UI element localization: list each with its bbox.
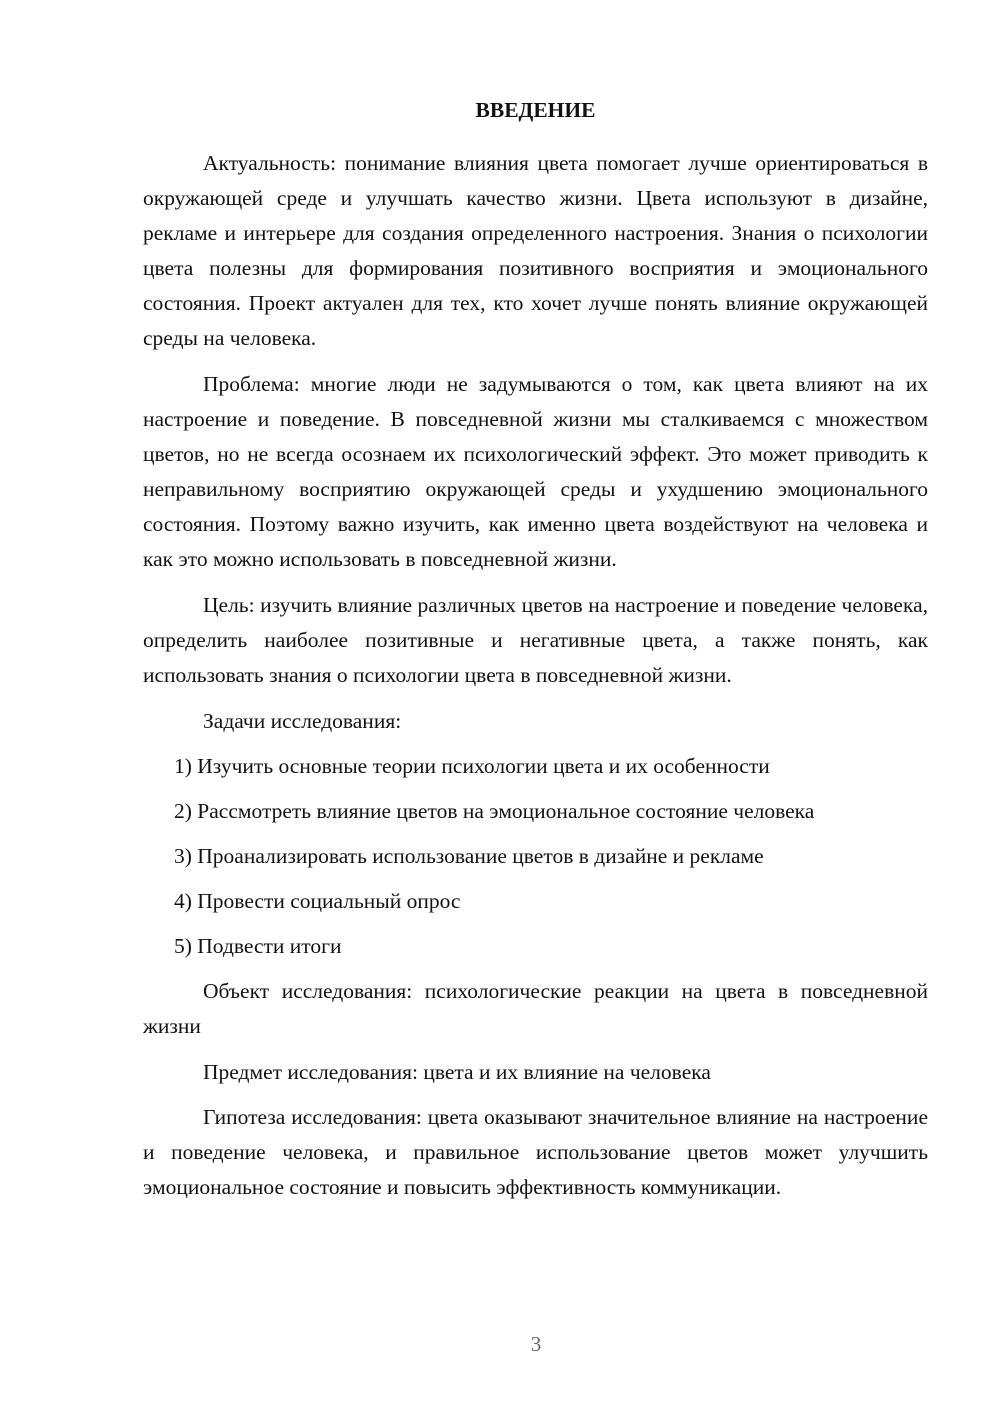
hypothesis-paragraph: Гипотеза исследования: цвета оказывают значительное влияние на настроение и поведение человека, и правильное использование цветов может улучшить эмоциональное состояние и повысить эффективность коммуникации.	[143, 1105, 928, 1199]
relevance-paragraph: Актуальность: понимание влияния цвета помогает лучше ориентироваться в окружающей среде и улучшать качество жизни. Цвета используют в дизайне, рекламе и интерьере для создания определенного настроения. Знания о психологии цвета полезны для формирования позитивного восприятия и эмоционального состояния. Проект актуален для тех, кто хочет лучше понять влияние окружающей среды на человека.	[143, 151, 928, 350]
task-item: 5) Подвести итоги	[174, 934, 342, 958]
object-paragraph: Объект исследования: психологические реакции на цвета в повседневной жизни	[143, 979, 928, 1038]
tasks-heading: Задачи исследования:	[203, 709, 402, 733]
page-content	[143, 96, 928, 1216]
goal-paragraph: Цель: изучить влияние различных цветов на настроение и поведение человека, определить наиболее позитивные и негативные цвета, а также понять, как использовать знания о психологии цвета в повседневной жизни.	[143, 593, 928, 687]
task-item: 1) Изучить основные теории психологии цвета и их особенности	[174, 754, 770, 778]
subject-paragraph: Предмет исследования: цвета и их влияние на человека	[203, 1060, 711, 1084]
section-title: ВВЕДЕНИЕ	[475, 98, 596, 122]
problem-paragraph: Проблема: многие люди не задумываются о том, как цвета влияют на их настроение и поведение. В повседневной жизни мы сталкиваемся с множеством цветов, но не всегда осознаем их психологический эффект. Это может приводить к неправильному восприятию окружающей среды и ухудшению эмоционального состояния. Поэтому важно изучить, как именно цвета воздействуют на человека и как это можно использовать в повседневной жизни.	[143, 372, 928, 571]
page-number: 3	[530, 1332, 542, 1356]
tasks-list	[143, 749, 928, 964]
task-item: 2) Рассмотреть влияние цветов на эмоциональное состояние человека	[174, 799, 815, 823]
task-item: 4) Провести социальный опрос	[174, 889, 461, 913]
task-item: 3) Проанализировать использование цветов в дизайне и рекламе	[174, 844, 764, 868]
